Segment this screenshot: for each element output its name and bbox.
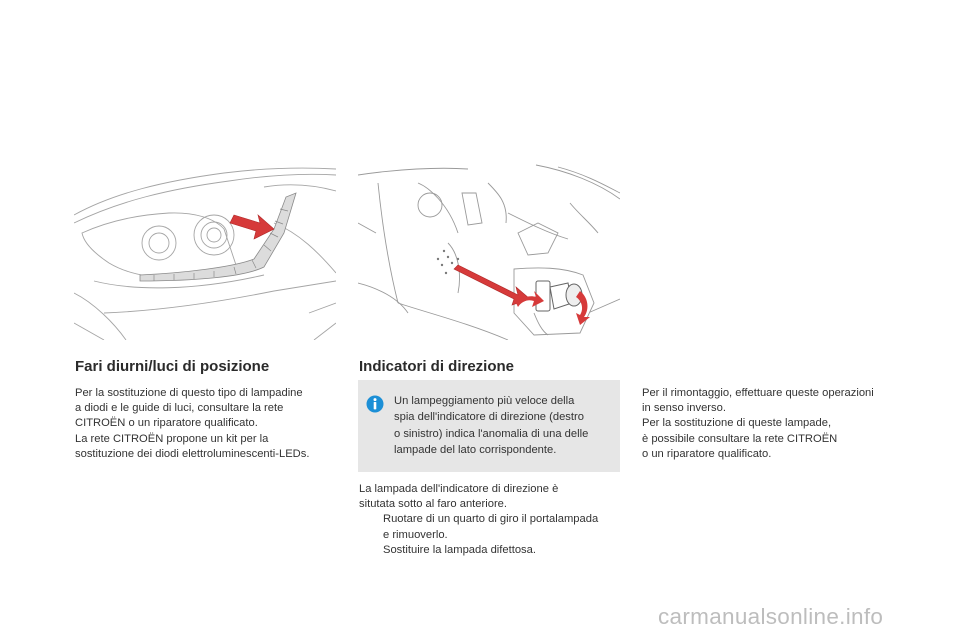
text-line: Per la sostituzione di questo tipo di lampadine <box>75 387 303 399</box>
info-icon <box>366 395 384 413</box>
text-line: o sinistro) indica l'anomalia di una delle <box>394 427 589 440</box>
text-line: situtata sotto al faro anteriore. <box>359 498 508 511</box>
info-box <box>358 380 620 472</box>
step-item <box>359 543 598 558</box>
section-heading-direction-indicators: Indicatori di direzione <box>359 358 515 375</box>
headlamp-led-illustration <box>74 163 336 340</box>
section-heading-daytime-lights: Fari diurni/luci di posizione <box>75 358 270 375</box>
text-line: sostituzione dei diodi elettroluminescenti-LEDs. <box>75 447 310 460</box>
text-line: a diodi e le guide di luci, consultare la rete <box>75 402 284 415</box>
red-arrow-icon <box>230 215 274 239</box>
text-line: spia dell'indicatore di direzione (destro <box>394 411 584 424</box>
text-line: Per la sostituzione di queste lampade, <box>642 417 832 430</box>
indicator-lamp-illustration <box>358 163 620 340</box>
step-text-continued: e rimuoverlo. <box>383 528 448 541</box>
text-line: in senso inverso. <box>642 402 726 415</box>
text-line: La rete CITROËN propone un kit per la <box>75 432 269 445</box>
text-line: Un lampeggiamento più veloce della <box>394 395 575 407</box>
text-line: CITROËN o un riparatore qualificato. <box>75 417 258 430</box>
step-text: Sostituire la lampada difettosa. <box>383 543 536 556</box>
indicator-procedure <box>359 482 598 558</box>
watermark: carmanualsonline.info <box>658 604 884 629</box>
text-line: lampade del lato corrispondente. <box>394 443 557 456</box>
step-item <box>359 512 598 527</box>
text-line: Per il rimontaggio, effettuare queste operazioni <box>642 387 874 399</box>
daytime-lights-paragraph <box>75 386 309 462</box>
info-text <box>394 393 588 458</box>
headlamp-drawing <box>74 163 336 340</box>
text-line: o un riparatore qualificato. <box>642 447 772 460</box>
text-line: è possibile consultare la rete CITROËN <box>642 432 838 445</box>
reassembly-paragraph <box>642 386 874 462</box>
step-text: Ruotare di un quarto di giro il portalampada <box>383 513 599 526</box>
text-line: La lampada dell'indicatore di direzione è <box>359 483 559 495</box>
indicator-drawing <box>358 163 620 340</box>
